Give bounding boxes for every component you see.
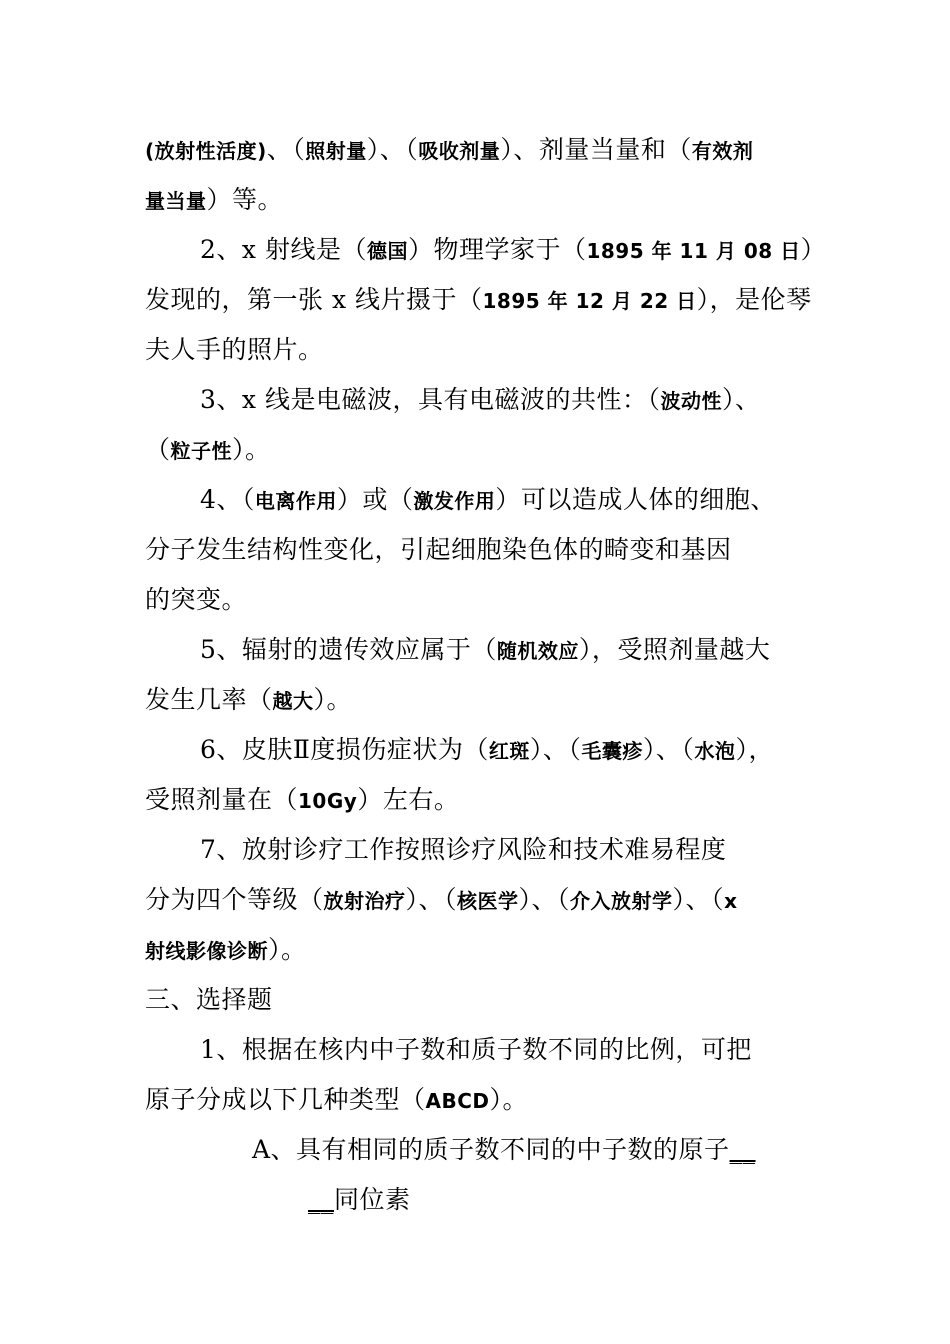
text-line [200, 835, 810, 865]
text-line [200, 385, 810, 415]
text-segment: ）。 [268, 935, 307, 964]
section-heading [145, 985, 810, 1015]
answer-text: 1895 年 11 月 08 日 [586, 239, 801, 263]
text-line [145, 1085, 810, 1115]
text-segment: ），受照剂量越大 [578, 635, 771, 664]
text-segment: ）。 [489, 1085, 529, 1114]
answer-text: 1895 年 12 月 22 日 [482, 289, 697, 313]
text-segment: ） [800, 235, 827, 264]
answer-text: x [724, 889, 738, 913]
option-line [308, 1185, 810, 1215]
text-segment: 1、根据在核内中子数和质子数不同的比例，可把 [200, 1035, 752, 1064]
text-line [145, 135, 810, 165]
blank-underline: __ [308, 1185, 334, 1214]
answer-text: 激发作用 [413, 489, 496, 513]
text-segment: ）左右。 [357, 785, 460, 814]
text-segment: 原子分成以下几种类型（ [145, 1085, 426, 1114]
text-segment: ）， [735, 735, 774, 764]
answer-text: 有效剂 [691, 139, 754, 163]
answer-text: 10Gy [298, 789, 358, 813]
text-line [145, 585, 810, 615]
answer-text: 电离作用 [254, 489, 337, 513]
text-line [145, 335, 810, 365]
option-line [252, 1135, 810, 1165]
answer-text: (放射性活度) [145, 139, 267, 163]
text-segment: 、（ [266, 135, 306, 164]
text-line [200, 1035, 810, 1065]
answer-text: 红斑 [488, 739, 530, 763]
answer-text: 随机效应 [496, 639, 579, 663]
text-segment: 夫人手的照片。 [145, 335, 324, 364]
text-segment: ）、（ [405, 885, 458, 914]
text-line [145, 935, 810, 965]
text-line [200, 485, 810, 515]
answer-text: ABCD [425, 1089, 490, 1113]
answer-text: 照射量 [305, 139, 367, 163]
text-segment: 发现的，第一张 x 线片摄于（ [145, 285, 483, 314]
text-segment: ），是伦琴 [696, 285, 812, 314]
text-line [145, 685, 810, 715]
text-segment: 受照剂量在（ [145, 785, 299, 814]
text-line [145, 285, 810, 315]
text-segment: ）、（ [366, 135, 419, 164]
text-segment: ）。 [232, 435, 271, 464]
text-segment: 4、（ [200, 485, 255, 514]
answer-text: 射线影像诊断 [145, 939, 268, 963]
text-segment: ）或（ [336, 485, 414, 514]
text-segment: ）物理学家于（ [407, 235, 587, 264]
answer-text: 量当量 [145, 189, 207, 213]
text-segment: ）、（ [672, 885, 725, 914]
text-line [145, 785, 810, 815]
answer-text: 吸收剂量 [418, 139, 501, 163]
answer-text: 越大 [272, 689, 314, 713]
text-segment: 5、辐射的遗传效应属于（ [200, 635, 497, 664]
blank-underline: __ [729, 1135, 756, 1164]
answer-text: 水泡 [694, 739, 736, 763]
text-segment: ）。 [313, 685, 353, 714]
text-segment: 2、x 射线是（ [200, 235, 367, 264]
text-segment: ）、（ [518, 885, 571, 914]
answer-text: 核医学 [457, 889, 519, 913]
answer-text: 粒子性 [170, 439, 233, 463]
text-segment: （ [145, 435, 171, 464]
text-segment: 3、x 线是电磁波，具有电磁波的共性：（ [200, 385, 661, 414]
answer-text: 波动性 [660, 389, 722, 413]
text-segment: ）、（ [642, 735, 695, 764]
text-line [145, 885, 810, 915]
text-segment: 7、放射诊疗工作按照诊疗风险和技术难易程度 [200, 835, 727, 864]
text-segment: 分为四个等级（ [145, 885, 324, 914]
text-segment: A、具有相同的质子数不同的中子数的原子 [252, 1135, 730, 1164]
text-line [145, 185, 810, 215]
text-segment: 同位素 [334, 1185, 411, 1214]
answer-text: 介入放射学 [570, 889, 673, 913]
text-line [145, 435, 810, 465]
text-line [200, 635, 810, 665]
text-segment: ）、（ [529, 735, 582, 764]
text-line [200, 735, 810, 765]
text-segment: ）、 [721, 385, 761, 414]
text-segment: ）、剂量当量和（ [500, 135, 692, 164]
text-segment: ）等。 [206, 185, 284, 214]
answer-text: 德国 [366, 239, 408, 263]
text-segment: 6、皮肤Ⅱ度损伤症状为（ [200, 735, 489, 764]
answer-text: 毛囊疹 [581, 739, 643, 763]
text-segment: 分子发生结构性变化，引起细胞染色体的畸变和基因 [145, 535, 732, 564]
text-segment: 三、选择题 [145, 985, 273, 1014]
text-segment: 发生几率（ [145, 685, 273, 714]
answer-text: 放射治疗 [323, 889, 406, 913]
text-segment: 的突变。 [145, 585, 248, 614]
text-line [200, 235, 827, 265]
text-segment: ）可以造成人体的细胞、 [495, 485, 776, 514]
text-line [145, 535, 810, 565]
